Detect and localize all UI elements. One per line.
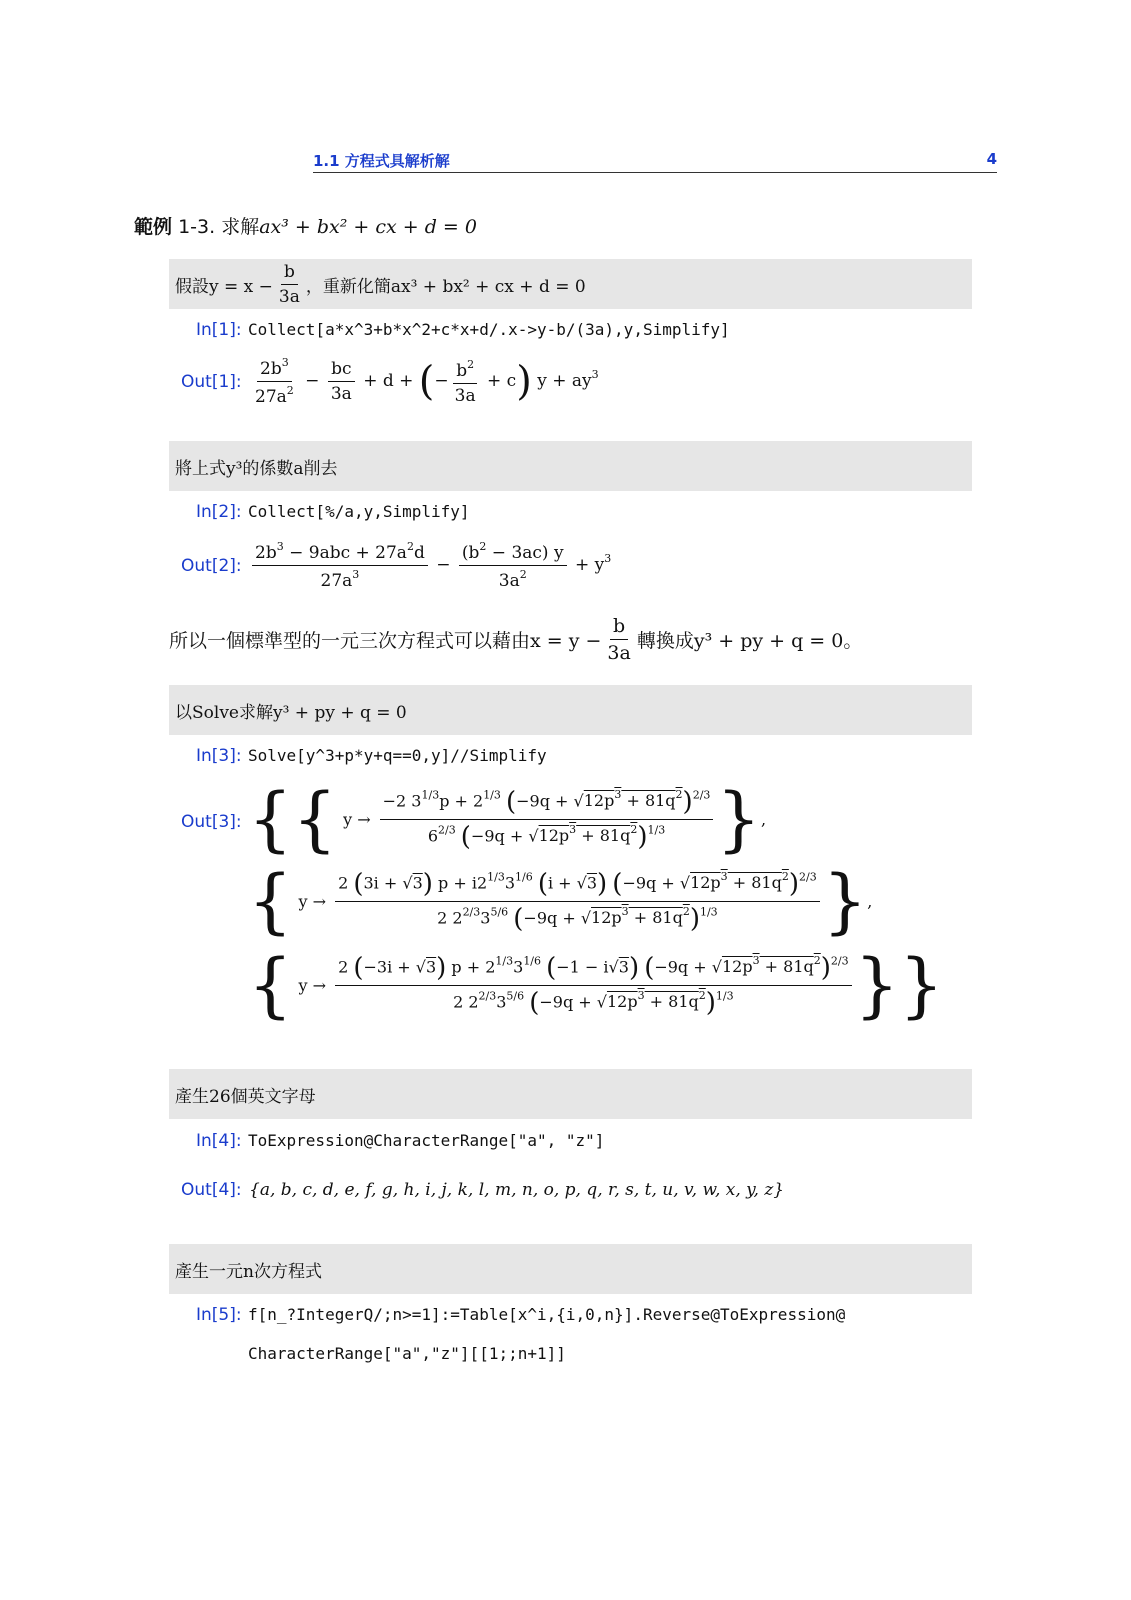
- input-tag: In[3]:: [196, 746, 242, 766]
- block-3-text: 以Solve求解y³ + py + q = 0: [175, 702, 407, 723]
- block-5-text: 產生一元n次方程式: [175, 1261, 322, 1282]
- input-code[interactable]: f[n_?IntegerQ/;n>=1]:=Table[x^i,{i,0,n}].Reverse@ToExpression@: [248, 1305, 846, 1324]
- block-1-text-b: ，重新化簡ax³ + bx² + cx + d = 0: [305, 276, 586, 297]
- solution-2: { y → $\frac{2 (3i + √3) p + i2^{1/3}3^{1/6} (i + √3) (-9q + √12p^3 + 81q^2)^{2/3}}{2 2^{2/3}3^{5/6} (-9q + √12p^3 + 81q^2)^{1/3}}$ } ,: [248, 860, 873, 942]
- text-block-2: [169, 441, 972, 491]
- section-title: 1.1 方程式具解析解: [313, 152, 450, 170]
- output-cell-3-tag-row: [181, 812, 249, 832]
- output-tag: Out[1]:: [181, 371, 242, 392]
- input-tag: In[2]:: [196, 502, 242, 522]
- solution-3: { y → $\frac{2 (-3i + √3) p + 2^{1/3}3^{1/6} (-1 - i√3) (-9q + √12p^3 + 81q^2)^{2/3}}{2 2^{2/3}3^{5/6} (-9q + √12p^3 + 81q^2)^{1/3}}$ } }: [248, 944, 944, 1026]
- block-1-fraction: $\frac{b}{3a}$: [278, 261, 300, 307]
- input-code[interactable]: Collect[a*x^3+b*x^2+c*x+d/.x->y-b/(3a),y,Simplify]: [248, 320, 730, 339]
- block-2-text: 將上式y³的係數a削去: [175, 458, 338, 479]
- running-header: [313, 148, 997, 173]
- block-4-text: 產生26個英文字母: [175, 1086, 316, 1107]
- output-value: {a, b, c, d, e, f, g, h, i, j, k, l, m, n, o, p, q, r, s, t, u, v, w, x, y, z}: [249, 1180, 785, 1200]
- example-number: 1-3.: [178, 216, 216, 238]
- input-cell-5-continued[interactable]: [248, 1344, 566, 1363]
- solution-1: { { y → $\frac{-2 3^{1/3}p + 2^{1/3} (-9q + √12p^3 + 81q^2)^{2/3}}{6^{2/3} (-9q + √12p^3 + 81q^2)^{1/3}}$ } ,: [248, 778, 767, 860]
- text-block-1: [169, 259, 972, 309]
- input-tag: In[4]:: [196, 1131, 242, 1151]
- input-code[interactable]: ToExpression@CharacterRange["a", "z"]: [248, 1131, 605, 1150]
- example-heading: [134, 212, 477, 239]
- input-cell-3[interactable]: [196, 746, 547, 766]
- paragraph: [169, 615, 862, 664]
- paragraph-text-a: 所以一個標準型的一元三次方程式可以藉由x = y −: [169, 630, 602, 652]
- output-cell-4: [181, 1180, 784, 1200]
- output-tag: Out[2]:: [181, 555, 242, 576]
- block-1-text-a: 假設y = x −: [175, 276, 273, 297]
- text-block-3: [169, 685, 972, 735]
- text-block-4: [169, 1069, 972, 1119]
- input-tag: In[5]:: [196, 1305, 242, 1325]
- input-tag: In[1]:: [196, 320, 242, 340]
- output-cell-1: [181, 356, 599, 407]
- text-block-5: [169, 1244, 972, 1294]
- input-cell-4[interactable]: [196, 1131, 604, 1151]
- output-expression: $\frac{2b^3}{27a^2}$ − $\frac{bc}{3a}$ + d + (− $\frac{b^2}{3a}$ + c) $y + ay^3$: [255, 356, 599, 407]
- input-cell-5[interactable]: [196, 1305, 845, 1325]
- input-code-continued[interactable]: CharacterRange["a","z"][[1;;n+1]]: [248, 1344, 566, 1363]
- input-cell-2[interactable]: [196, 502, 470, 522]
- example-text: 求解: [221, 216, 260, 238]
- paragraph-fraction: $\frac{b}{3a}$: [607, 615, 631, 664]
- example-equation: ax³ + bx² + cx + d = 0: [259, 216, 477, 238]
- paragraph-text-b: 轉換成y³ + py + q = 0。: [636, 630, 863, 652]
- output-tag: Out[3]:: [181, 812, 242, 832]
- output-tag: Out[4]:: [181, 1180, 242, 1200]
- input-cell-1[interactable]: [196, 320, 730, 340]
- output-expression: $\frac{2b^3 - 9abc + 27a^2d}{27a^3}$ − $\frac{(b^2 - 3ac) y}{3a^2}$ + $y^3$: [249, 540, 611, 591]
- example-label: 範例: [134, 216, 173, 238]
- page-number: 4: [986, 150, 997, 168]
- input-code[interactable]: Collect[%/a,y,Simplify]: [248, 502, 470, 521]
- input-code[interactable]: Solve[y^3+p*y+q==0,y]//Simplify: [248, 746, 547, 765]
- output-cell-2: [181, 540, 611, 591]
